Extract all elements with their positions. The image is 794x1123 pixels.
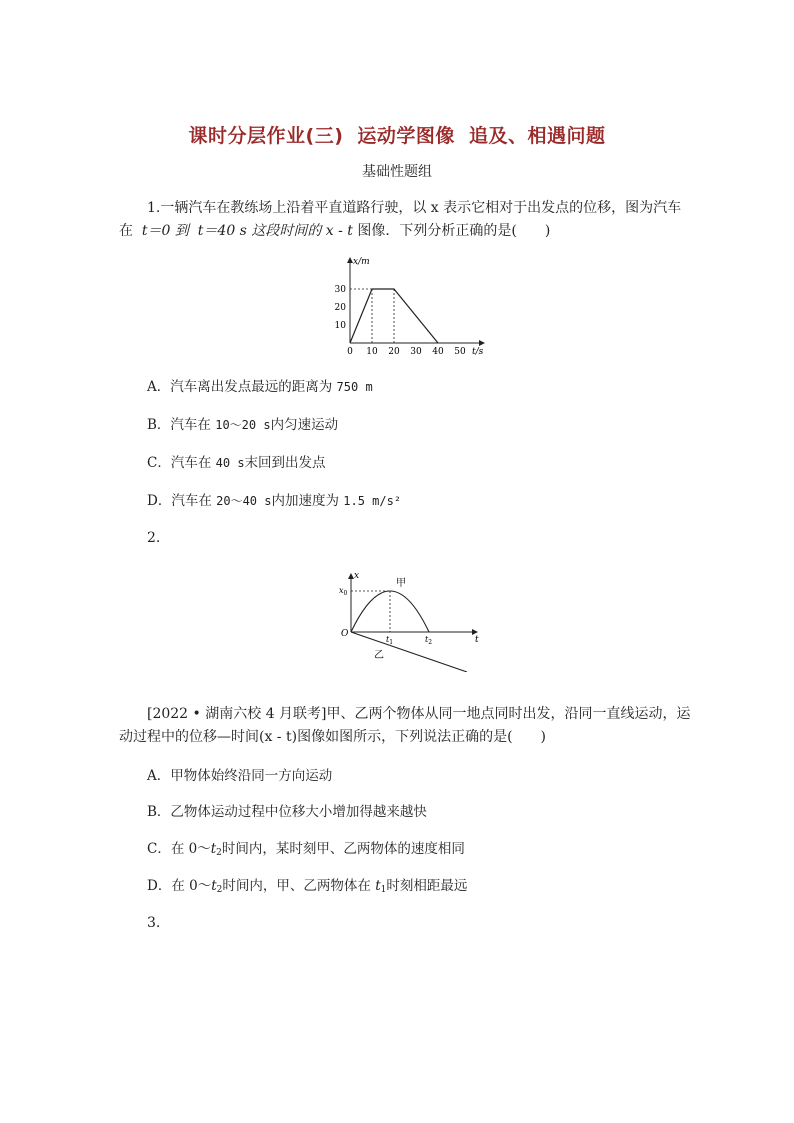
q2-y-axis-label: x bbox=[354, 571, 360, 581]
q1-y-tick-20: 20 bbox=[334, 303, 346, 313]
q2-series-yi-label: 乙 bbox=[374, 650, 384, 661]
q2-xt-chart bbox=[337, 566, 487, 672]
q1-xt-chart bbox=[325, 252, 495, 360]
q1-stem-line2: 在 t＝0 到 t＝40 s 这段时间的 x - t 图像．下列分析正确的是( ) bbox=[119, 223, 551, 239]
q2-number: 2. bbox=[147, 530, 161, 546]
q1-x-tick-10: 10 bbox=[366, 347, 378, 357]
q2-stem-line2: 动过程中的位移—时间(x - t)图像如图所示，下列说法正确的是( ) bbox=[119, 729, 546, 745]
q1-dashed-guides bbox=[350, 289, 394, 343]
q2-option-c[interactable]: C．在 $0\sim t_2$时间内，某时刻甲、乙两物体的速度相同 bbox=[147, 841, 465, 858]
q3-number: 3. bbox=[147, 915, 161, 931]
q2-x-axis-label: t bbox=[475, 635, 479, 645]
q2-tick-t1: $t_1$ bbox=[386, 635, 394, 646]
q2-tick-x0: $x_0$ bbox=[339, 586, 348, 597]
q1-y-tick-10: 10 bbox=[334, 321, 346, 331]
q1-option-a[interactable]: A．汽车离出发点最远的距离为 750 m bbox=[147, 379, 373, 395]
q1-option-b[interactable]: B．汽车在 10～20 s内匀速运动 bbox=[147, 417, 339, 433]
q1-x-tick-20: 20 bbox=[388, 347, 400, 357]
q1-x-tick-40: 40 bbox=[432, 347, 444, 357]
q2-stem: [2022 • 湖南六校 4 月联考]甲、乙两个物体从同一地点同时出发，沿同一直线运动，运 bbox=[147, 706, 691, 722]
q1-x-tick-0: 0 bbox=[347, 347, 353, 357]
q2-series-jia-label: 甲 bbox=[396, 578, 406, 589]
q2-tick-t2: $t_2$ bbox=[425, 635, 433, 646]
q2-option-b[interactable]: B．乙物体运动过程中位移大小增加得越来越快 bbox=[147, 804, 427, 820]
q2-series-yi-line bbox=[351, 632, 467, 672]
q2-option-a[interactable]: A．甲物体始终沿同一方向运动 bbox=[147, 768, 333, 784]
q1-x-axis-label: t/s bbox=[472, 347, 484, 357]
q1-x-tick-50: 50 bbox=[454, 347, 466, 357]
q2-option-d[interactable]: D．在 $0\sim t_2$时间内，甲、乙两物体在 $t_1$时刻相距最远 bbox=[147, 878, 468, 895]
q1-axes bbox=[350, 258, 484, 343]
q1-x-tick-30: 30 bbox=[410, 347, 422, 357]
page-title: 课时分层作业(三) 运动学图像 追及、相遇问题 bbox=[188, 125, 606, 147]
q1-y-axis-label: x/m bbox=[353, 257, 370, 267]
q2-origin-label: O bbox=[341, 629, 349, 639]
q1-stem: 1.一辆汽车在教练场上沿着平直道路行驶，以 x 表示它相对于出发点的位移，图为汽车 bbox=[147, 200, 682, 216]
q1-y-tick-30: 30 bbox=[334, 285, 346, 295]
section-title: 基础性题组 bbox=[362, 164, 432, 180]
q1-option-c[interactable]: C．汽车在 40 s末回到出发点 bbox=[147, 455, 326, 471]
q1-option-d[interactable]: D．汽车在 20～40 s内加速度为 1.5 m/s² bbox=[147, 493, 402, 509]
